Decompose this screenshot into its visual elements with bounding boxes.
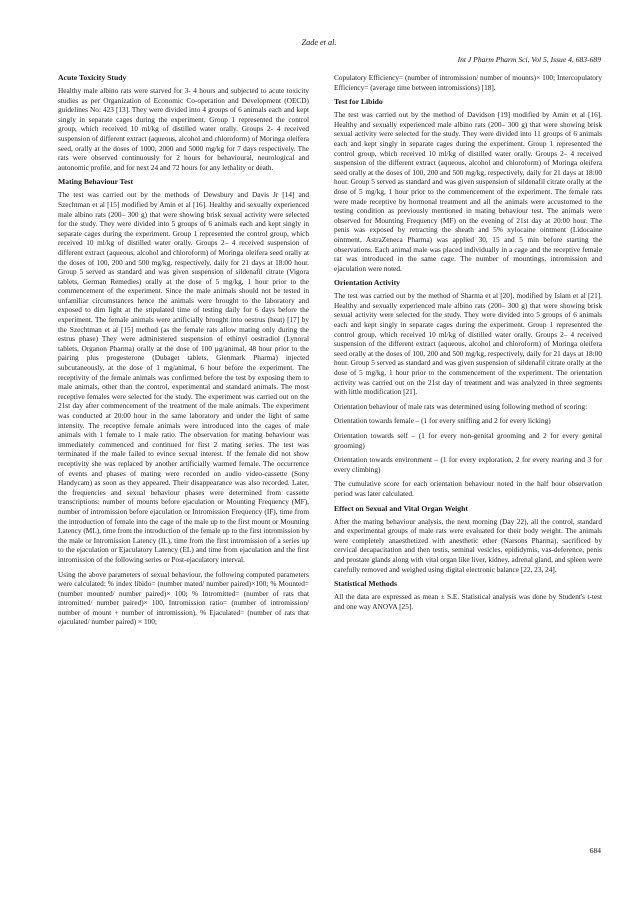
heading-organ-weight: Effect on Sexual and Vital Organ Weight [334, 503, 468, 513]
paragraph-copulatory-efficiency: Copulatory Efficiency= (number of intromission/ number of mounts)× 100; Intercopulatory Efficiency= (average time between intromissions) [18]. [334, 73, 602, 92]
paragraph-orientation: The test was carried out by the method of Sharma et al [20], modified by Islam et al [21]. Healthy and sexually experienced male albino rats (200– 300 g) that were showing brisk sexual activity were selected for the study. They were divided into 5 groups of 6 animals each and kept singly in separate cages during the experiment. Group 1 represented the control group, which received 10 ml/kg of distilled water orally. Groups 2– 4 received suspension of the different extract (aqueous, alcohol and chloroform) of Moringa oleifera seed orally at the doses of 100, 200 and 500 mg/kg, respectively, daily for 21 days at 18:00 hour. Group 5 served as standard and was given suspension of sildenafil citrate orally at the dose of 5 mg/kg, 1 hour prior to the commencement of the experiment. The orientation activity was carried out on the 21st day of treatment and was analyzed in three segments with little modification [21]. [334, 291, 602, 397]
paragraph-acute-toxicity: Healthy male albino rats were starved for 3- 4 hours and subjected to acute toxicity studies as per Organization of Economic Co-operation and Development (OECD) guidelines No: 423 [13]. They were divided into 4 groups of 6 animals each and kept singly in separate cages during the experiment. Group 1 represented the control group, which received 10 ml/kg of distilled water orally. Groups 2- 4 received suspension of different extract (aqueous, alcohol and chloroform) of Moringa oleifera seed, orally at the doses of 1000, 2000 and 5000 mg/kg for 7 days respectively. The rats were observed continuously for 2 hours for behavioural, neurological and autonomic profile, and for next 24 and 72 hours for any lethality or death. [58, 86, 309, 172]
heading-acute-toxicity: Acute Toxicity Study [58, 73, 127, 82]
left-column [58, 73, 309, 632]
right-column [334, 73, 602, 616]
paragraph-organ-weight: After the mating behaviour analysis, the next morning (Day 22), all the control, standard and experimental groups of male rats were evaluated for their body weight. The animals were completely anaesthetized with anesthetic ether (Narsons Pharma), sacrificed by cervical decapacitation and then testis, seminal vesicles, epididymis, vas-deference, penis and prostate glands along with vital organ like liver, kidney, adrenal gland, and spleen were carefully removed and weighed using digital electronic balance [22, 23, 24]. [334, 516, 602, 574]
heading-mating-behaviour: Mating Behaviour Test [58, 177, 134, 187]
heading-libido: Test for Libido [334, 97, 383, 107]
paragraph-mating-behaviour: The test was carried out by the methods of Dewsbury and Davis Jr [14] and Szechtman et al [15] modified by Amin et al [16]. Healthy and sexually experienced male albino rats (200– 300 g) that were showing brisk sexual activity were selected for the study. They were divided into 5 groups of 6 animals each and kept singly in separate cages during the experiment. Group 1 represented the control group, which received 10 ml/kg of distilled water orally. Groups 2– 4 received suspension of different extract (aqueous, alcohol and chloroform) of Moringa oleifera seed orally at the doses of 100, 200 and 500 mg/kg, respectively, daily for 21 days at 18:00 hour. Group 5 served as standard and was given suspension of sildenafil citrate (Vigora tablets, German Remedies) orally at the dose of 5 mg/kg, 1 hour prior to the commencement of the experiment. Since the male animals should not be tested in unfamiliar circumstances hence the animals were brought to the laboratory and exposed to dim light at the stipulated time of testing daily for 6 days before the experiment. The female animals were artificially brought into oestrus (heat) [17] by the Szechtman et al [15] method (as the female rats allow mating only during the estrus phase) They were administered suspension of ethinyl oestradiol (Lynoral tablets, Organon Pharma) orally at the dose of 100 µg/animal, 48 hour prior to the pairing plus progesterone (Dubaget tablets, Glenmark Pharma) injected subcutaneously, at the dose of 1 mg/animal, 6 hour before the experiment. The receptivity of the female animals was confirmed before the test by exposing them to male animals, other than the control, experimental and standard animals. The most receptive females were selected for the study. The experiment was carried out on the 21st day after commencement of the treatment of the male animals. The experiment was conducted at 20:00 hour in the same laboratory and under the light of same intensity. The receptive female animals were introduced into the cages of male animals with 1 female to 1 male ratio. The observation for mating behaviour was immediately commenced and continued for first 2 mating series. The test was terminated if the male failed to evince sexual interest. If the female did not show receptivity she was replaced by another artificially warmed female. The occurrence of events and phases of mating were recorded on audio video-cassette (Sony Handycam) as soon as they appeared. Their disappearance was also recorded. Later, the frequencies and sexual behaviour phases were determined from cassette transcriptions: number of mounts before ejaculation or Mounting Frequency (MF), number of intromission before ejaculation or Intromission Frequency (IF), time from the introduction of female into the cage of the male up to the first mount or Mounting Latency (ML), time from the introduction of the female up to the first intromission by the male or Intromission Latency (IL), time from the first intromission of a series up to the ejaculation or Ejaculatory Latency (EL) and time from ejaculation and the first intromission of the following series or Post-ejaculatory interval. [58, 190, 309, 564]
heading-orientation: Orientation Activity [334, 278, 400, 288]
paragraph-orientation-environment: Orientation towards environment – (1 for every exploration, 2 for every rearing and 3 for every climbing) [334, 455, 602, 474]
paragraph-statistical-methods: All the data are expressed as mean ± S.E. Statistical analysis was done by Student's t-test and one way ANOVA [25]. [334, 592, 602, 611]
journal-citation: Int J Pharm Pharm Sci, Vol 5, Issue 4, 683-689 [457, 55, 601, 64]
paragraph-computed-parameters: Using the above parameters of sexual behaviour, the following computed parameters were calculated: % index libido= (number mated/ number paired)×100; % Mounted= (number mounted/ number paired)× 100; % Intromitted= (number of rats that intromitted/ number paired)× 100, Intromission ratio= (number of intromission/ number of mount + number of intromission), % Ejaculated= (number of rats that ejaculated/ number paired) × 100; [58, 569, 309, 627]
heading-statistical-methods: Statistical Methods [334, 579, 397, 589]
paragraph-cumulative-score: The cumulative score for each orientation behaviour noted in the half hour observation period was later calculated. [334, 479, 602, 498]
running-head-author: Zade et al. [301, 38, 337, 47]
paragraph-scoring-intro: Orientation behaviour of male rats was determined using following method of scoring: [334, 401, 588, 411]
paragraph-libido: The test was carried out by the method of Davidson [19] modified by Amin et al [16]. Healthy and sexually experienced male albino rats (200– 300 g) that were showing brisk sexual activity were selected for the study. They were divided into 11 groups of 6 animals each and kept singly in separate cages during the experiment. Group 1 represented the control group, which received 10 ml/kg of distilled water orally. Groups 2– 4 received suspension of the different extract (aqueous, alcohol and chloroform) of Moringa oleifera seed orally at the doses of 100, 200 and 500 mg/kg, respectively, daily for 21 days at 18:00 hour. Group 5 served as standard and was given suspension of sildenafil citrate orally at the dose of 5 mg/kg, 1 hour prior to the commencement of the experiment. The female rats were made receptive by hormonal treatment and all the animals were accustomed to the testing condition as previously mentioned in mating behaviour test. The animals were observed for Mounting Frequency (MF) on the evening of 21st day at 20:00 hour. The penis was exposed by retracting the sheath and 5% xylocaine ointment (Lidocaine ointment, AstraZeneca Pharma) was applied 30, 15 and 5 min before starting the observations. Each animal male was placed individually in a cage and the receptive female rat was introduced in the same cage. The number of mountings, intromission and ejaculation were noted. [334, 110, 602, 273]
page-number: 684 [589, 846, 601, 855]
paragraph-orientation-self: Orientation towards self – (1 for every non-genital grooming and 2 for every genital grooming) [334, 431, 602, 450]
paragraph-orientation-female: Orientation towards female – (1 for every sniffing and 2 for every licking) [334, 416, 551, 426]
